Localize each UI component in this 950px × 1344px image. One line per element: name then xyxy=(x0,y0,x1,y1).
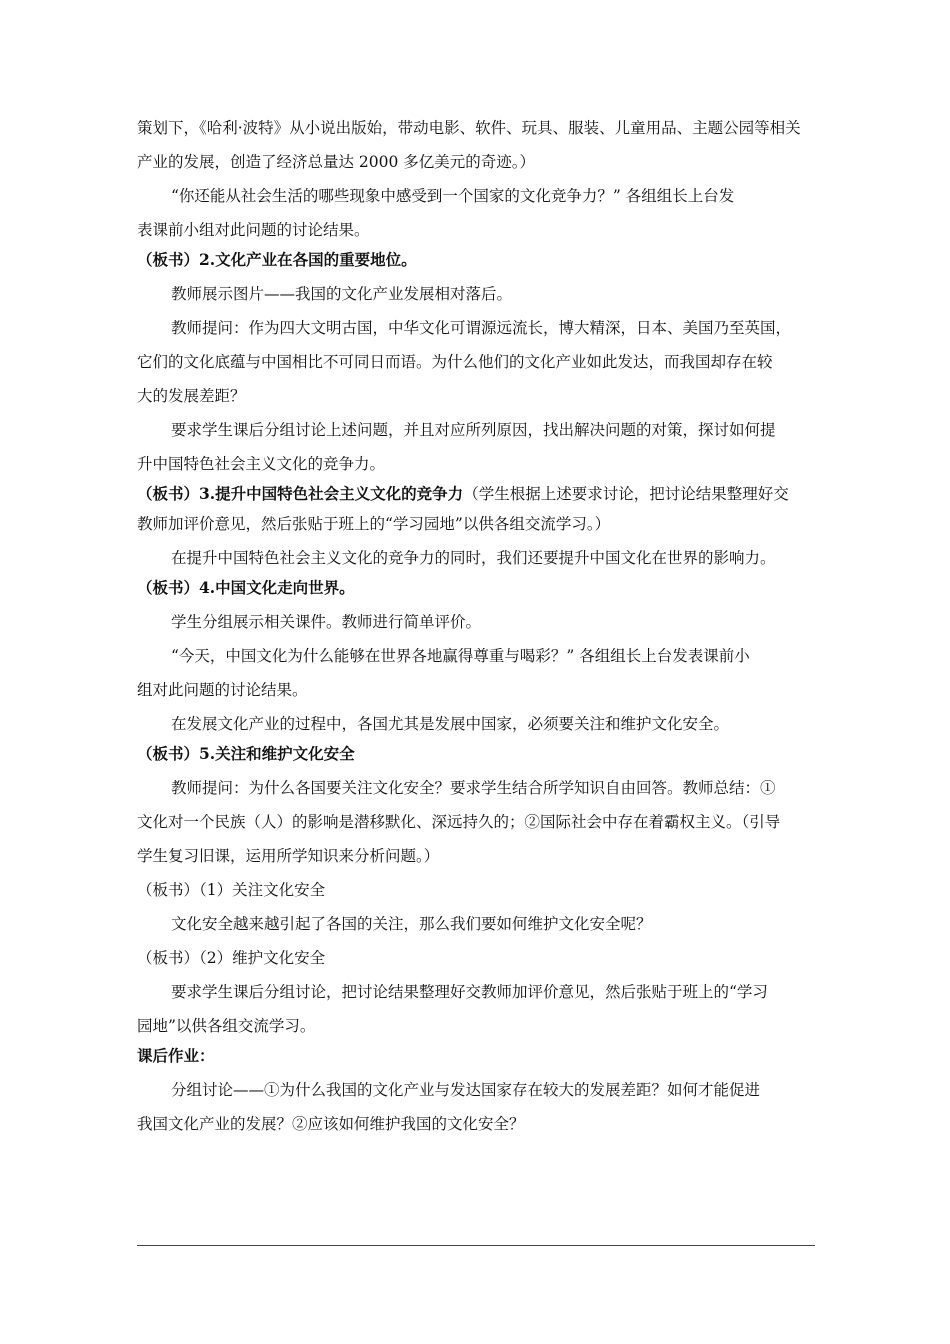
text-line: 在提升中国特色社会主义文化的竞争力的同时，我们还要提升中国文化在世界的影响力。 xyxy=(171,549,776,567)
text-span: （学生根据上述要求讨论，把讨论结果整理好交 xyxy=(463,485,789,503)
text-line: 策划下，《哈利·波特》从小说出版始，带动电影、软件、玩具、服装、儿童用品、主题公园等相关 xyxy=(137,119,801,137)
text-line: 表课前小组对此问题的讨论结果。 xyxy=(137,221,370,239)
text-line: 教师提问：为什么各国要关注文化安全？要求学生结合所学知识自由回答。教师总结：① xyxy=(171,779,776,797)
text-line: 园地”以供各组交流学习。 xyxy=(137,1017,316,1035)
homework-heading: 课后作业： xyxy=(137,1046,215,1065)
text-line: 分组讨论——①为什么我国的文化产业与发达国家存在较大的发展差距？如何才能促进 xyxy=(171,1081,761,1099)
text-line: 在发展文化产业的过程中，各国尤其是发展中国家，必须要关注和维护文化安全。 xyxy=(171,715,730,733)
text-line: 教师展示图片——我国的文化产业发展相对落后。 xyxy=(171,285,513,303)
board-heading: （板书）4.中国文化走向世界。 xyxy=(137,578,355,597)
text-line: 组对此问题的讨论结果。 xyxy=(137,681,308,699)
board-subheading: （板书）（1）关注文化安全 xyxy=(137,881,326,899)
text-line: 升中国特色社会主义文化的竞争力。 xyxy=(137,455,386,473)
text-line: 它们的文化底蕴与中国相比不可同日而语。为什么他们的文化产业如此发达，而我国却存在较 xyxy=(137,353,773,371)
text-line xyxy=(137,484,815,504)
board-heading: （板书）3.提升中国特色社会主义文化的竞争力 xyxy=(137,484,464,503)
text-line: 要求学生课后分组讨论上述问题，并且对应所列原因，找出解决问题的对策，探讨如何提 xyxy=(171,421,776,439)
board-heading: （板书）2.文化产业在各国的重要地位。 xyxy=(137,250,417,269)
footer-divider xyxy=(137,1245,815,1246)
text-line: “今天，中国文化为什么能够在世界各地赢得尊重与喝彩？” 各组组长上台发表课前小 xyxy=(171,647,750,665)
text-line: 学生分组展示相关课件。教师进行简单评价。 xyxy=(171,613,482,631)
text-line: 我国文化产业的发展？②应该如何维护我国的文化安全？ xyxy=(137,1115,525,1133)
board-heading: （板书）5.关注和维护文化安全 xyxy=(137,744,355,763)
text-line: 教师加评价意见，然后张贴于班上的“学习园地”以供各组交流学习。） xyxy=(137,515,611,533)
text-line: 文化对一个民族（人）的影响是潜移默化、深远持久的；②国际社会中存在着霸权主义。（引导 xyxy=(137,813,781,831)
text-line: “你还能从社会生活的哪些现象中感受到一个国家的文化竞争力？” 各组组长上台发 xyxy=(171,187,735,205)
text-line: 教师提问：作为四大文明古国，中华文化可谓源远流长，博大精深，日本、美国乃至英国， xyxy=(171,319,792,337)
text-line: 文化安全越来越引起了各国的关注，那么我们要如何维护文化安全呢？ xyxy=(171,915,652,933)
text-line: 大的发展差距？ xyxy=(137,387,246,405)
text-line: 产业的发展，创造了经济总量达 2000 多亿美元的奇迹。） xyxy=(137,153,536,171)
board-subheading: （板书）（2）维护文化安全 xyxy=(137,949,326,967)
text-line: 要求学生课后分组讨论，把讨论结果整理好交教师加评价意见，然后张贴于班上的“学习 xyxy=(171,983,768,1001)
document-body xyxy=(137,118,815,1134)
text-line: 学生复习旧课，运用所学知识来分析问题。） xyxy=(137,847,440,865)
